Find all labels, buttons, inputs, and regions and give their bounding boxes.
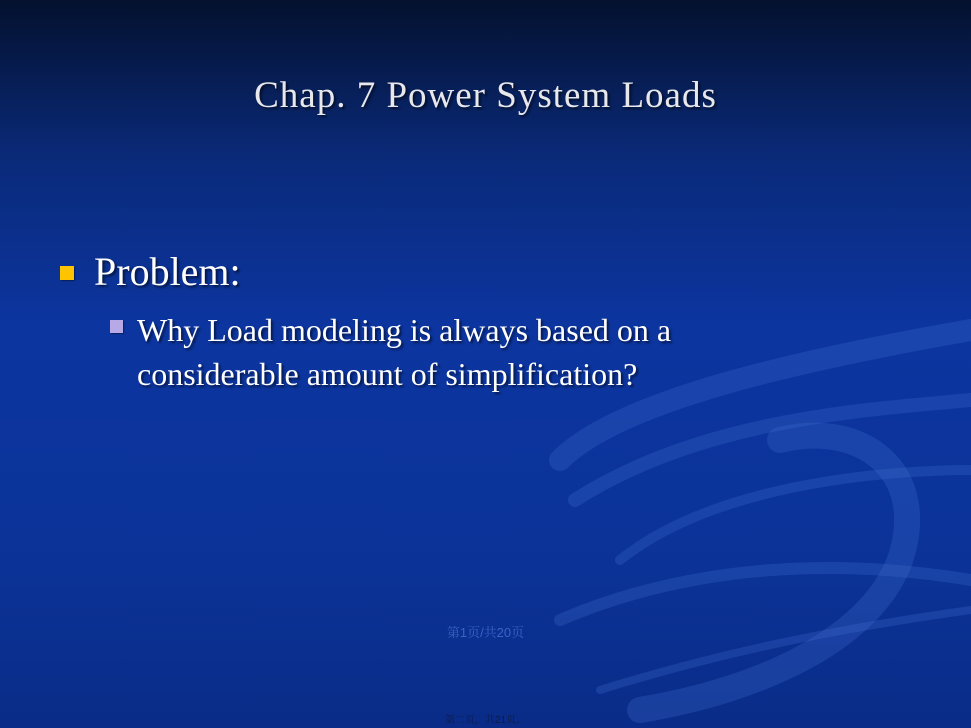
footer-text: 第二页，共21页。 [444, 715, 527, 726]
bullet-level-2 [110, 308, 810, 396]
bullet-level-1 [60, 248, 241, 295]
page-indicator: 第1页/共20页 [446, 625, 525, 640]
bullet-level-1-text: Problem: [94, 249, 241, 294]
bullet-level-2-text: Why Load modeling is always based on a considerable amount of simplification? [137, 312, 672, 392]
bullet-square-icon [60, 266, 74, 280]
sub-bullet-square-icon [110, 320, 123, 333]
slide-title: Chap. 7 Power System Loads [254, 75, 717, 116]
